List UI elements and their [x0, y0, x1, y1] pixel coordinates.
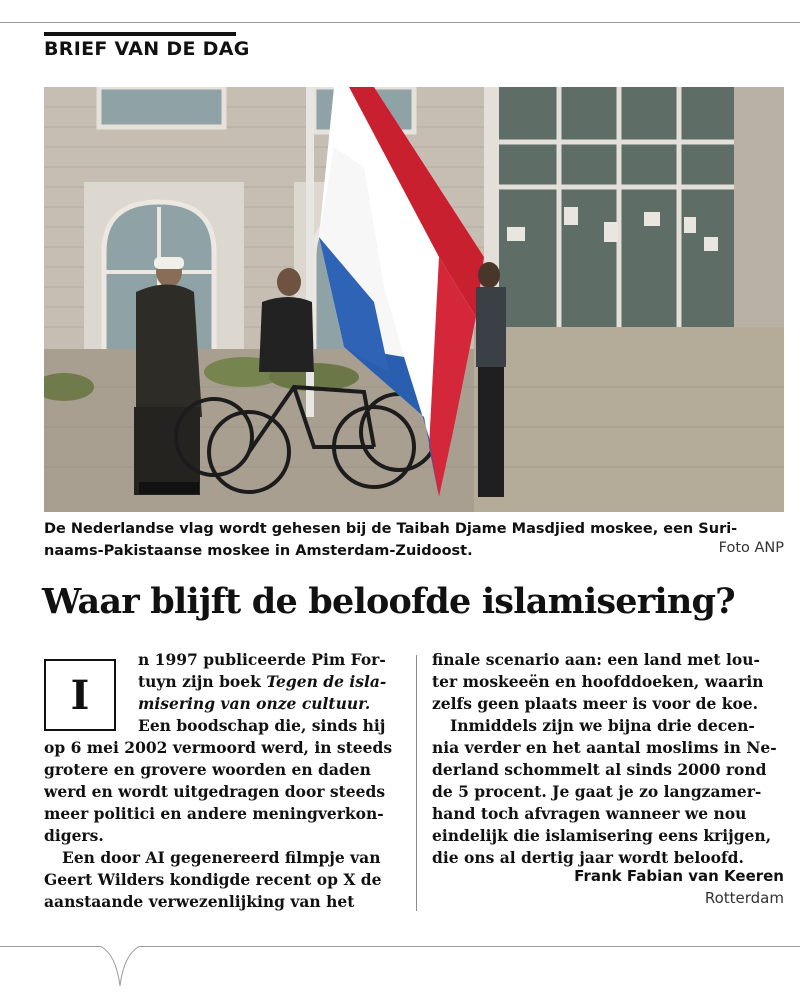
book-title-part-2: misering van onze cultuur.	[138, 694, 371, 713]
body-line: de 5 procent. Je gaat je zo langzamer-	[432, 782, 762, 801]
body-line: finale scenario aan: een land met lou-	[432, 650, 760, 669]
body-line: zelfs geen plaats meer is voor de koe.	[432, 694, 759, 713]
body-column-right	[432, 649, 786, 869]
section-bar	[44, 32, 236, 36]
caption-line-2: naams-Pakistaanse moskee in Amsterdam-Zuidoost.	[44, 543, 473, 559]
top-rule	[0, 22, 800, 23]
body-line: digers.	[44, 826, 104, 845]
letter-author: Frank Fabian van Keeren	[574, 867, 784, 885]
section-label: BRIEF VAN DE DAG	[44, 38, 250, 60]
article-headline: Waar blijft de beloofde islamisering?	[42, 581, 735, 622]
body-column-left	[44, 649, 402, 913]
column-divider	[416, 655, 417, 911]
photo-credit: Foto ANP	[718, 540, 784, 556]
photo-mosque-flag-icon	[44, 87, 784, 512]
body-line: die ons al dertig jaar wordt beloofd.	[432, 848, 744, 867]
body-line: op 6 mei 2002 vermoord werd, in steeds	[44, 738, 393, 757]
body-line: n 1997 publiceerde Pim For-	[138, 650, 386, 669]
body-line	[44, 693, 402, 715]
caption-line-1: De Nederlandse vlag wordt gehesen bij de Taibah Djame Masdjied moskee, een Suri-	[44, 521, 738, 537]
body-line: meer politici en andere meningverkon-	[44, 804, 384, 823]
photo-caption	[44, 519, 784, 563]
body-line: Een door AI gegenereerd filmpje van	[62, 848, 381, 867]
body-line: Een boodschap die, sinds hij	[138, 716, 386, 735]
body-line: grotere en grovere woorden en daden	[44, 760, 371, 779]
body-line	[44, 671, 402, 693]
body-line: nia verder en het aantal moslims in Ne-	[432, 738, 777, 757]
book-title-part-1: Tegen de isla-	[266, 672, 387, 691]
body-text: tuyn zijn boek	[138, 672, 267, 691]
body-line: werd en wordt uitgedragen door steeds	[44, 782, 386, 801]
article-photo	[44, 87, 784, 512]
body-line: ter moskeeën en hoofddoeken, waarin	[432, 672, 764, 691]
body-line: Inmiddels zijn we bijna drie decen-	[450, 716, 755, 735]
body-line: eindelijk die islamisering eens krijgen,	[432, 826, 772, 845]
body-line: aanstaande verwezenlijking van het	[44, 892, 355, 911]
dropcap: I	[44, 659, 116, 731]
letter-city: Rotterdam	[704, 889, 784, 907]
body-line: hand toch afvragen wanneer we nou	[432, 804, 747, 823]
chevron-down-icon	[100, 946, 140, 986]
body-line: Geert Wilders kondigde recent op X de	[44, 870, 382, 889]
body-line: derland schommelt al sinds 2000 rond	[432, 760, 767, 779]
